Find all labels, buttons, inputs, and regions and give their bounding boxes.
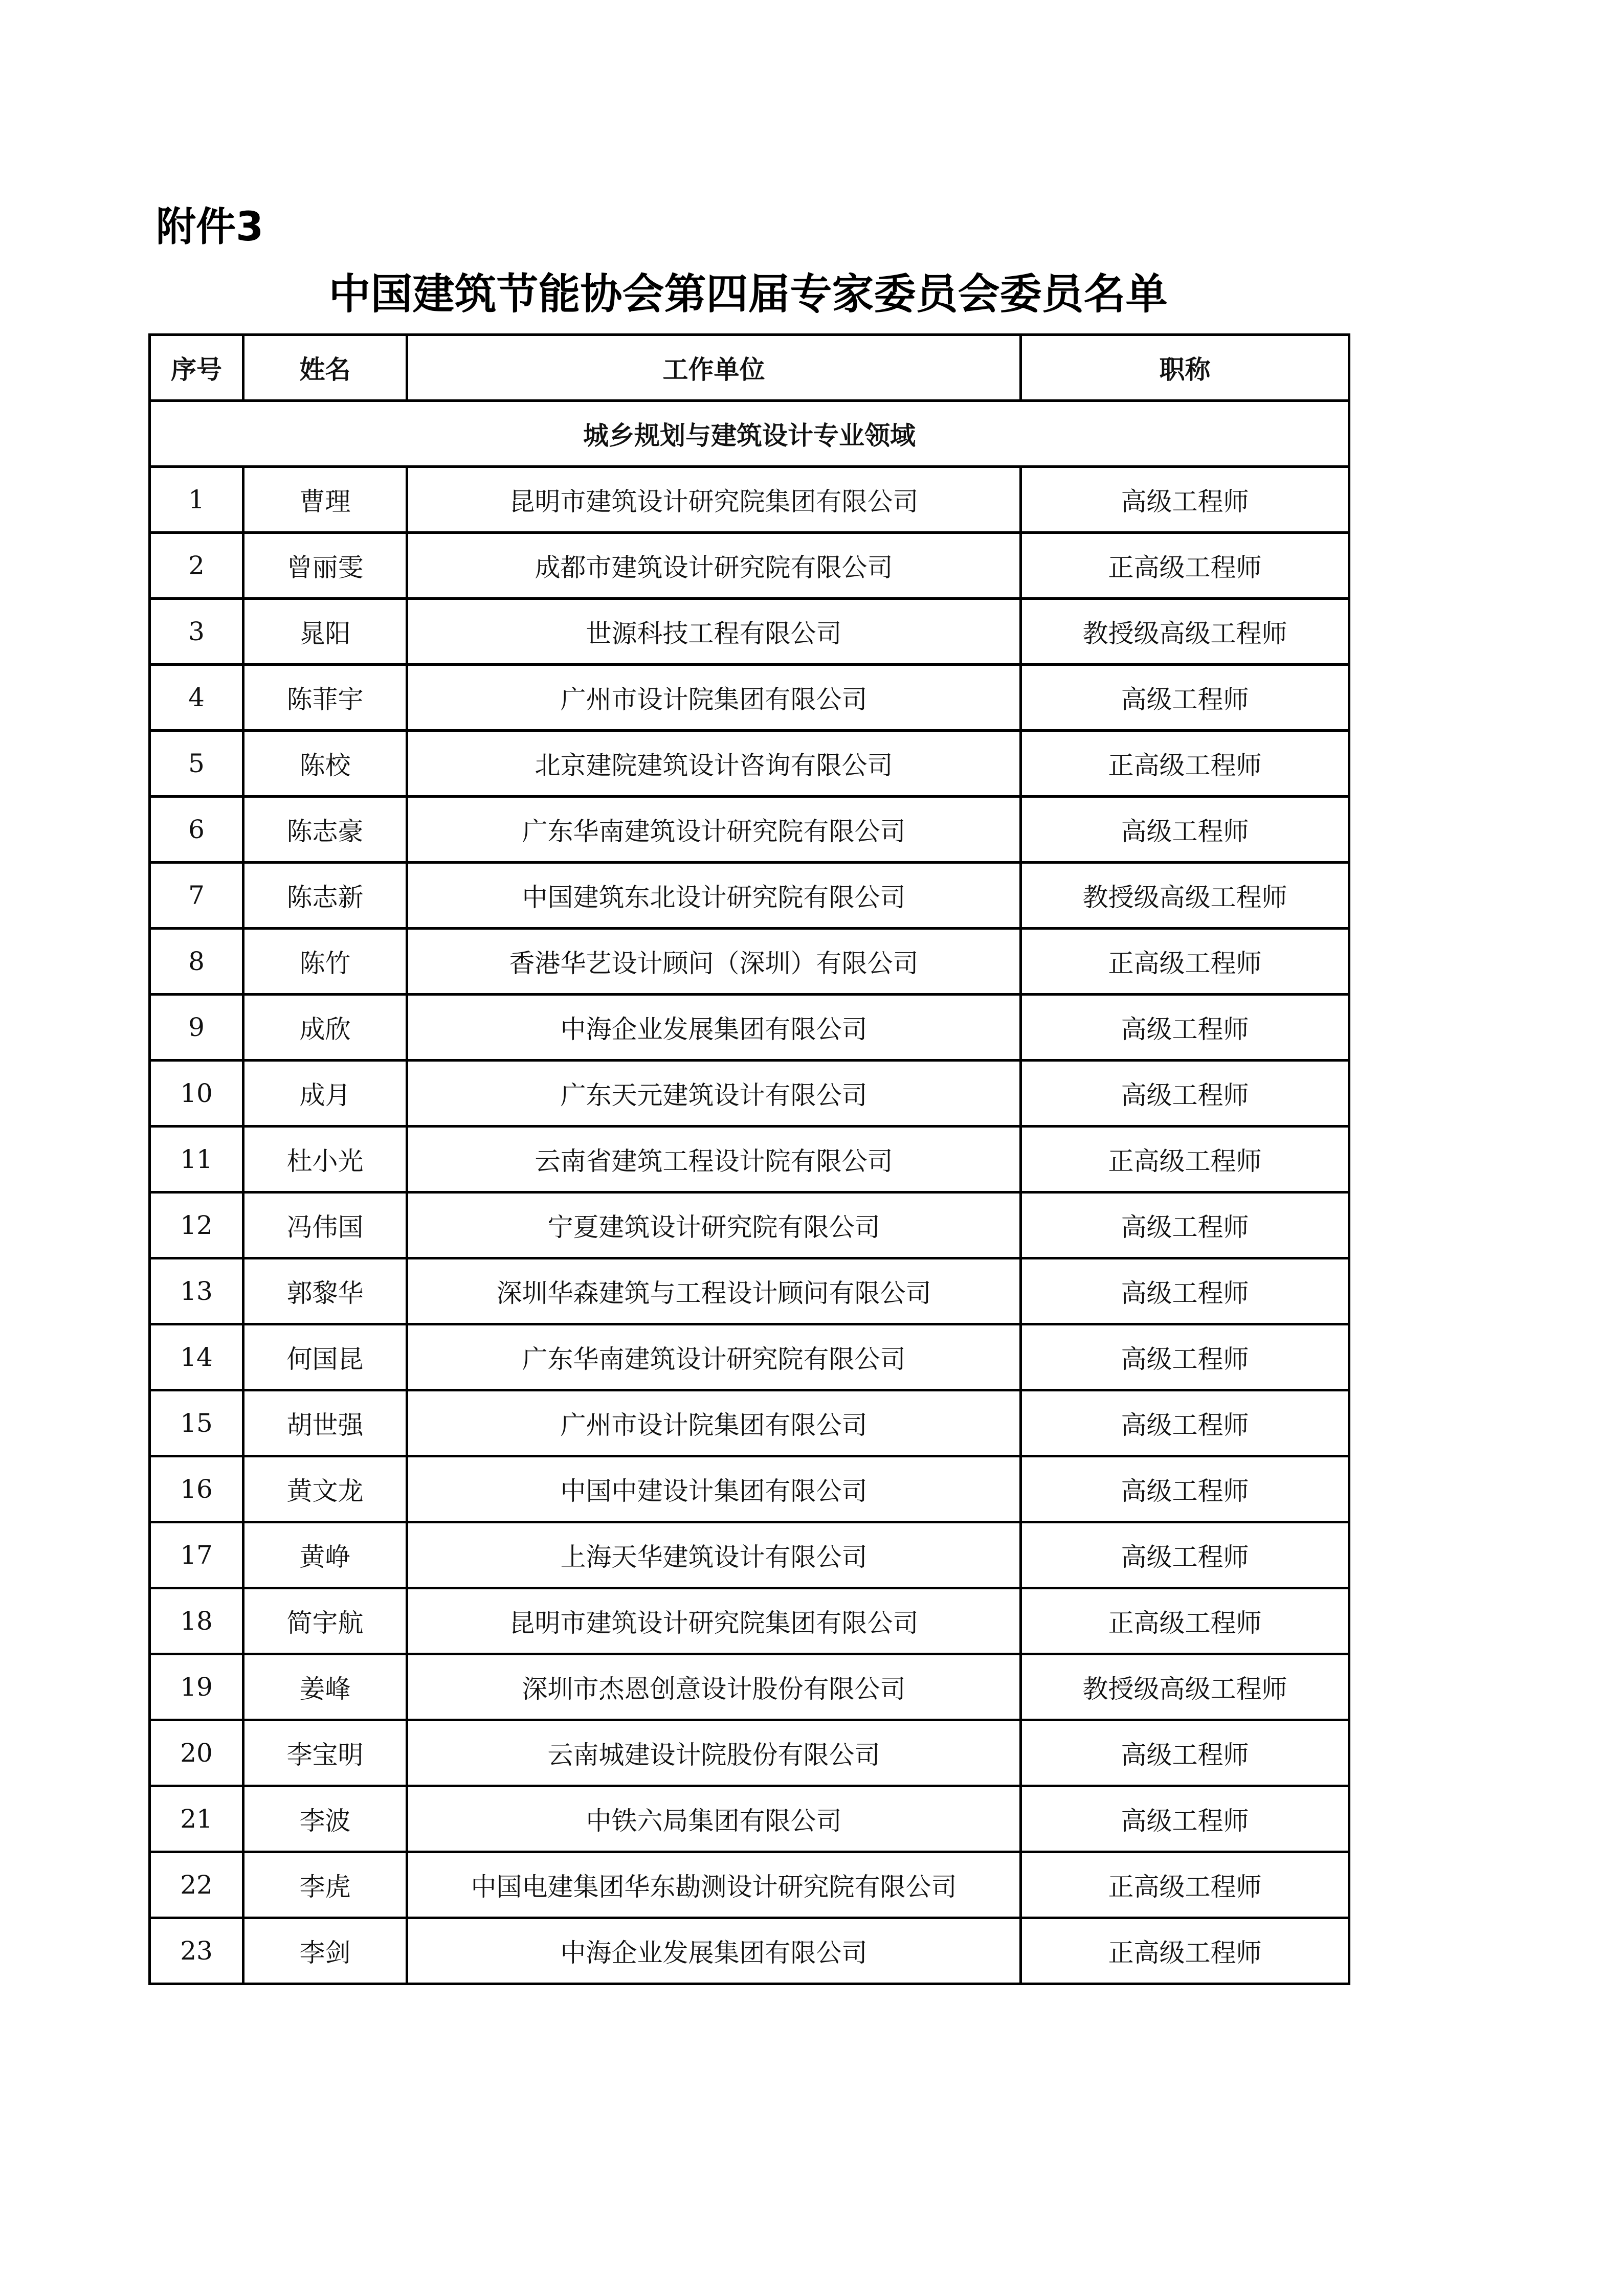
cell-name: 冯伟国 <box>243 1192 407 1258</box>
cell-title: 高级工程师 <box>1021 1456 1349 1522</box>
cell-org: 昆明市建筑设计研究院集团有限公司 <box>407 1588 1021 1654</box>
cell-no: 3 <box>150 599 243 665</box>
table-row <box>150 1588 1349 1654</box>
table-row <box>150 1258 1349 1324</box>
cell-no: 18 <box>150 1588 243 1654</box>
cell-org: 香港华艺设计顾问（深圳）有限公司 <box>407 929 1021 995</box>
cell-name: 陈校 <box>243 731 407 797</box>
cell-org: 中国电建集团华东勘测设计研究院有限公司 <box>407 1852 1021 1918</box>
table-row <box>150 929 1349 995</box>
cell-org: 世源科技工程有限公司 <box>407 599 1021 665</box>
cell-title: 高级工程师 <box>1021 1192 1349 1258</box>
cell-no: 7 <box>150 863 243 929</box>
cell-org: 广州市设计院集团有限公司 <box>407 665 1021 731</box>
cell-name: 姜峰 <box>243 1654 407 1720</box>
cell-no: 11 <box>150 1127 243 1192</box>
cell-title: 高级工程师 <box>1021 1390 1349 1456</box>
cell-org: 昆明市建筑设计研究院集团有限公司 <box>407 467 1021 533</box>
cell-name: 陈菲宇 <box>243 665 407 731</box>
table-row <box>150 533 1349 599</box>
cell-title: 高级工程师 <box>1021 1522 1349 1588</box>
cell-title: 教授级高级工程师 <box>1021 863 1349 929</box>
cell-title: 高级工程师 <box>1021 797 1349 863</box>
cell-title: 高级工程师 <box>1021 665 1349 731</box>
cell-name: 成月 <box>243 1061 407 1127</box>
cell-org: 中国中建设计集团有限公司 <box>407 1456 1021 1522</box>
cell-no: 14 <box>150 1324 243 1390</box>
cell-title: 高级工程师 <box>1021 1720 1349 1786</box>
column-header-name: 姓名 <box>243 335 407 401</box>
cell-org: 广州市设计院集团有限公司 <box>407 1390 1021 1456</box>
expert-roster-table <box>148 333 1350 1985</box>
table-header-row <box>150 335 1349 401</box>
cell-org: 深圳华森建筑与工程设计顾问有限公司 <box>407 1258 1021 1324</box>
cell-org: 成都市建筑设计研究院有限公司 <box>407 533 1021 599</box>
cell-name: 曹理 <box>243 467 407 533</box>
cell-org: 深圳市杰恩创意设计股份有限公司 <box>407 1654 1021 1720</box>
cell-title: 正高级工程师 <box>1021 1127 1349 1192</box>
cell-no: 4 <box>150 665 243 731</box>
cell-title: 教授级高级工程师 <box>1021 1654 1349 1720</box>
cell-org: 广东华南建筑设计研究院有限公司 <box>407 797 1021 863</box>
cell-org: 云南城建设计院股份有限公司 <box>407 1720 1021 1786</box>
cell-no: 17 <box>150 1522 243 1588</box>
column-header-no: 序号 <box>150 335 243 401</box>
table-row <box>150 1324 1349 1390</box>
cell-org: 中海企业发展集团有限公司 <box>407 995 1021 1061</box>
cell-title: 高级工程师 <box>1021 995 1349 1061</box>
cell-title: 高级工程师 <box>1021 1786 1349 1852</box>
table-row <box>150 1192 1349 1258</box>
cell-title: 正高级工程师 <box>1021 1918 1349 1984</box>
cell-name: 简宇航 <box>243 1588 407 1654</box>
table-row <box>150 1390 1349 1456</box>
cell-no: 5 <box>150 731 243 797</box>
cell-name: 李剑 <box>243 1918 407 1984</box>
column-header-title: 职称 <box>1021 335 1349 401</box>
cell-name: 成欣 <box>243 995 407 1061</box>
cell-name: 郭黎华 <box>243 1258 407 1324</box>
column-header-org: 工作单位 <box>407 335 1021 401</box>
table-row <box>150 995 1349 1061</box>
cell-title: 正高级工程师 <box>1021 929 1349 995</box>
cell-name: 胡世强 <box>243 1390 407 1456</box>
cell-title: 正高级工程师 <box>1021 1588 1349 1654</box>
cell-title: 教授级高级工程师 <box>1021 599 1349 665</box>
cell-title: 正高级工程师 <box>1021 731 1349 797</box>
cell-title: 正高级工程师 <box>1021 533 1349 599</box>
cell-name: 何国昆 <box>243 1324 407 1390</box>
table-body <box>150 401 1349 1984</box>
cell-name: 李宝明 <box>243 1720 407 1786</box>
cell-no: 22 <box>150 1852 243 1918</box>
cell-no: 16 <box>150 1456 243 1522</box>
cell-no: 12 <box>150 1192 243 1258</box>
cell-name: 陈竹 <box>243 929 407 995</box>
cell-title: 高级工程师 <box>1021 467 1349 533</box>
section-row <box>150 401 1349 467</box>
cell-name: 陈志新 <box>243 863 407 929</box>
cell-name: 李虎 <box>243 1852 407 1918</box>
cell-no: 19 <box>150 1654 243 1720</box>
cell-no: 6 <box>150 797 243 863</box>
table-row <box>150 599 1349 665</box>
cell-no: 15 <box>150 1390 243 1456</box>
table-row <box>150 1522 1349 1588</box>
cell-name: 李波 <box>243 1786 407 1852</box>
cell-no: 8 <box>150 929 243 995</box>
table-row <box>150 1786 1349 1852</box>
table-row <box>150 797 1349 863</box>
document-title: 中国建筑节能协会第四届专家委员会委员名单 <box>328 270 1168 319</box>
table-row <box>150 1918 1349 1984</box>
cell-no: 13 <box>150 1258 243 1324</box>
cell-name: 曾丽雯 <box>243 533 407 599</box>
cell-name: 杜小光 <box>243 1127 407 1192</box>
table-row <box>150 863 1349 929</box>
cell-org: 广东华南建筑设计研究院有限公司 <box>407 1324 1021 1390</box>
attachment-label: 附件3 <box>156 204 264 250</box>
cell-no: 10 <box>150 1061 243 1127</box>
cell-title: 正高级工程师 <box>1021 1852 1349 1918</box>
cell-org: 广东天元建筑设计有限公司 <box>407 1061 1021 1127</box>
cell-org: 中海企业发展集团有限公司 <box>407 1918 1021 1984</box>
cell-title: 高级工程师 <box>1021 1061 1349 1127</box>
cell-org: 中国建筑东北设计研究院有限公司 <box>407 863 1021 929</box>
cell-no: 2 <box>150 533 243 599</box>
section-title: 城乡规划与建筑设计专业领域 <box>150 401 1349 467</box>
table-row <box>150 1654 1349 1720</box>
table-row <box>150 1456 1349 1522</box>
table-row <box>150 665 1349 731</box>
cell-title: 高级工程师 <box>1021 1324 1349 1390</box>
table-row <box>150 467 1349 533</box>
cell-org: 云南省建筑工程设计院有限公司 <box>407 1127 1021 1192</box>
cell-title: 高级工程师 <box>1021 1258 1349 1324</box>
cell-org: 上海天华建筑设计有限公司 <box>407 1522 1021 1588</box>
table-row <box>150 1720 1349 1786</box>
cell-no: 1 <box>150 467 243 533</box>
cell-name: 黄文龙 <box>243 1456 407 1522</box>
cell-no: 9 <box>150 995 243 1061</box>
table-row <box>150 1061 1349 1127</box>
table-row <box>150 731 1349 797</box>
cell-org: 北京建院建筑设计咨询有限公司 <box>407 731 1021 797</box>
cell-name: 陈志豪 <box>243 797 407 863</box>
table-row <box>150 1127 1349 1192</box>
cell-org: 中铁六局集团有限公司 <box>407 1786 1021 1852</box>
table-row <box>150 1852 1349 1918</box>
cell-name: 黄峥 <box>243 1522 407 1588</box>
cell-name: 晁阳 <box>243 599 407 665</box>
cell-org: 宁夏建筑设计研究院有限公司 <box>407 1192 1021 1258</box>
cell-no: 20 <box>150 1720 243 1786</box>
cell-no: 23 <box>150 1918 243 1984</box>
cell-no: 21 <box>150 1786 243 1852</box>
